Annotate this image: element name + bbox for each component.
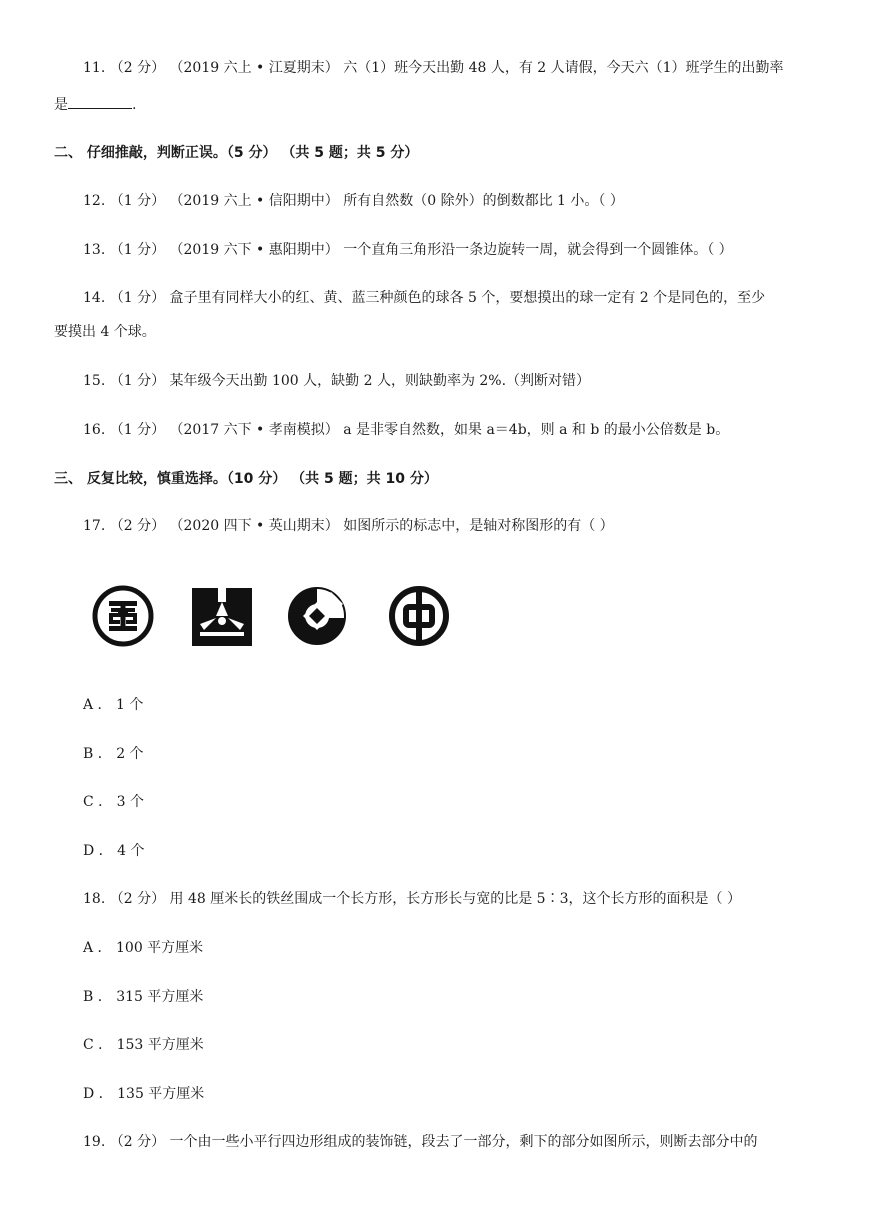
question-16: 16. （1 分） （2017 六下 • 孝南模拟） a 是非零自然数，如果 a＝4b，则 a 和 b 的最小公倍数是 b。 bbox=[83, 422, 730, 438]
q18-option-b[interactable]: B ． 315 平方厘米 bbox=[83, 989, 204, 1005]
answer-blank[interactable] bbox=[68, 94, 132, 109]
question-14-line2: 要摸出 4 个球。 bbox=[54, 324, 156, 340]
question-11-prefix: 是 bbox=[54, 97, 68, 113]
question-14-line1: 14. （1 分） 盒子里有同样大小的红、黄、蓝三种颜色的球各 5 个，要想摸出的球一定有 2 个是同色的，至少 bbox=[83, 290, 766, 306]
question-13: 13. （1 分） （2019 六下 • 惠阳期中） 一个直角三角形沿一条边旋转一周，就会得到一个圆锥体。（ ） bbox=[83, 242, 733, 258]
question-15: 15. （1 分） 某年级今天出勤 100 人，缺勤 2 人，则缺勤率为 2%.（判断对错） bbox=[83, 373, 591, 389]
question-17-stem: 17. （2 分） （2020 四下 • 英山期末） 如图所示的标志中，是轴对称图形的有（ ） bbox=[83, 518, 614, 534]
question-18-stem: 18. （2 分） 用 48 厘米长的铁丝围成一个长方形，长方形长与宽的比是 5∶3，这个长方形的面积是（ ） bbox=[83, 891, 741, 907]
boc-logo-icon bbox=[387, 584, 451, 648]
q17-option-c[interactable]: C ． 3 个 bbox=[83, 794, 144, 810]
question-19-stem: 19. （2 分） 一个由一些小平行四边形组成的装饰链，段去了一部分，剩下的部分如图所示，则断去部分中的 bbox=[83, 1134, 758, 1150]
question-11-line2 bbox=[54, 94, 136, 115]
bank-square-logo-icon bbox=[192, 588, 252, 646]
q18-option-a[interactable]: A ． 100 平方厘米 bbox=[83, 940, 204, 956]
icbc-logo-icon bbox=[91, 584, 155, 648]
q18-option-c[interactable]: C ． 153 平方厘米 bbox=[83, 1037, 204, 1053]
question-12: 12. （1 分） （2019 六上 • 信阳期中） 所有自然数（0 除外）的倒数都比 1 小。（ ） bbox=[83, 193, 624, 209]
q17-option-d[interactable]: D ． 4 个 bbox=[83, 843, 145, 859]
section-2-title: 二、 仔细推敲，判断正误。（5 分） （共 5 题；共 5 分） bbox=[54, 145, 419, 161]
ccb-logo-icon bbox=[285, 584, 349, 648]
q17-option-b[interactable]: B ． 2 个 bbox=[83, 746, 144, 762]
section-3-title: 三、 反复比较，慎重选择。（10 分） （共 5 题；共 10 分） bbox=[54, 471, 438, 487]
question-11-line1: 11. （2 分） （2019 六上 • 江夏期末） 六（1）班今天出勤 48 人，有 2 人请假，今天六（1）班学生的出勤率 bbox=[83, 60, 784, 76]
q18-option-d[interactable]: D ． 135 平方厘米 bbox=[83, 1086, 205, 1102]
q17-option-a[interactable]: A ． 1 个 bbox=[83, 697, 144, 713]
question-11-suffix: . bbox=[132, 97, 137, 113]
